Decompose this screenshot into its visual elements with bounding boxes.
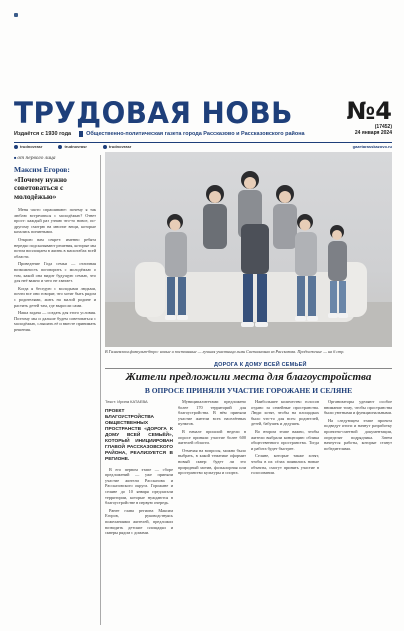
left-paragraph: Наша задача — создать для этого условия. Поэтому мы и дальше будем советоваться с молодёжью, слышать её и вместе принимать решения. bbox=[14, 310, 96, 332]
vk-icon bbox=[14, 145, 18, 149]
vk-icon bbox=[14, 13, 18, 17]
article-paragraph: Селяне, которые также хотят, чтобы в их сёлах появились новые объекты, смогут принять участие в голосовании. bbox=[251, 453, 319, 476]
family-photo-illustration bbox=[105, 152, 392, 347]
article-paragraph: На следующем этапе проекта подведут итоги и начнут разработку проектно-сметной документации, определят подрядчика. Затем начнутся работы, которые станут победителями. bbox=[324, 417, 392, 451]
article-subheadline: В ОПРОСЕ ПРИНЯЛИ УЧАСТИЕ ГОРОЖАНЕ И СЕЛЯНЕ bbox=[144, 386, 353, 395]
family-photo bbox=[105, 152, 392, 347]
left-body bbox=[14, 207, 96, 332]
ok-icon bbox=[103, 145, 107, 149]
lead-title: Максим Егоров: bbox=[14, 165, 70, 174]
lead-subtitle: «Почему нужно советоваться с молодёжью» bbox=[14, 174, 67, 201]
article-column-3 bbox=[251, 399, 319, 627]
article-paragraph: Ранее глава региона Максим Егоров, руководствуясь пожеланиями жителей, предложил возводить детские площадки и скверы рядом с домами. bbox=[105, 507, 173, 536]
social-ok[interactable]: trudnovrasr bbox=[103, 144, 131, 149]
top-strip-left bbox=[14, 13, 20, 18]
article-paragraph: В начале прошлой недели в опросе приняли участие более 600 жителей области. bbox=[178, 428, 246, 446]
article-column-1 bbox=[105, 399, 173, 627]
article-column-2 bbox=[178, 399, 246, 627]
article-paragraph: Муниципалитетами предложено более 170 территорий для благоустройства. В нём приняли участие жители всех населённых пунктов. bbox=[178, 399, 246, 427]
left-column bbox=[14, 155, 96, 625]
article-paragraph: В его первом этапе — сборе предложений — уже приняли участие жители Рассказова и Рассказовского округа. Горожане и селяне до 10 января предлагали территории, которые нуждаются в благоустройстве в первую очередь. bbox=[105, 466, 173, 506]
site-link[interactable]: gazetarasskazovo.ru bbox=[352, 144, 392, 149]
top-strip bbox=[14, 12, 392, 18]
founded-since: Издаётся с 1930 года bbox=[14, 131, 72, 137]
issue-number: №4 bbox=[346, 97, 392, 125]
article-byline: Текст: Ирина КАТАЕВА bbox=[105, 399, 148, 404]
issue-total: (17452) bbox=[374, 124, 392, 130]
article-intro: ПРОЕКТ БЛАГОУСТРОЙСТВА ОБЩЕСТВЕННЫХ ПРОСТРАНСТВ «ДОРОГА К ДОМУ ВСЕЙ СЕМЬЁЙ», КОТОРЫЙ ИНИЦИИРОВАН ГЛАВОЙ РАССКАЗОВСКОГО РАЙОНА, РЕАЛИЗУЕТСЯ В РЕГИОНЕ. bbox=[105, 408, 173, 462]
article-headline: Жители предложили места для благоустройства bbox=[125, 371, 372, 383]
rubric: ■ от первого лица bbox=[14, 155, 96, 161]
article-paragraph: Отмечая на вопросы, можно было выбрать, в какой тематике оформит новый сквер: будет ли это природный мотив, фольклорная или пространство культуры и спорта. bbox=[178, 447, 246, 476]
headline-rule bbox=[105, 368, 392, 369]
article-kicker: ДОРОГА К ДОМУ ВСЕЙ СЕМЬЕЙ bbox=[214, 362, 307, 368]
newspaper-title: ТРУДОВАЯ НОВЬ bbox=[14, 96, 293, 130]
left-paragraph: Проведение Года семьи — отличная возможность поговорить с молодёжью о том, какой она видит будущую семью, что для неё важно и чего не хватает. bbox=[14, 261, 96, 284]
article-paragraph: Во втором этапе важно, чтобы жители выбрали концепцию облика общественного пространства. Тогда и работа будет быстрее. bbox=[251, 428, 319, 451]
article-columns bbox=[105, 399, 392, 627]
social-vk[interactable]: trudnovrasr bbox=[14, 144, 42, 149]
left-paragraph: Когда я беседую с молодыми людьми, почти все они говорят, что хотят быть рядом с родителями, жить на малой родине и растить детей там, где выросли сами. bbox=[14, 285, 96, 308]
article-paragraph: Организаторы уделяют особое внимание тому, чтобы пространства были уютными и функциональными. bbox=[324, 399, 392, 416]
social-telegram[interactable]: trudnovrasr bbox=[58, 144, 86, 149]
issue-date: 24 января 2024 bbox=[354, 130, 392, 136]
left-paragraph: Открою вам секрет: именно ребята нередко подсказывают решения, которые мы потом воплощаем в жизнь в масштабах всей области. bbox=[14, 236, 96, 259]
masthead bbox=[14, 97, 340, 133]
telegram-icon bbox=[58, 145, 62, 149]
article-paragraph: Наибольшее количество голосов отдано за семейные пространства. Люди хотят, чтобы на площадках было что-то для всех: родителей, детей, бабушек и дедушек. bbox=[251, 399, 319, 427]
article-column-4 bbox=[324, 399, 392, 627]
social-links bbox=[14, 142, 392, 149]
photo-caption: В Галяевском физкульт-бюро: новые и постоянные — лучшая участница гимн Светлановна из Рассказова. Продолжение — на 6 стр. bbox=[105, 349, 345, 354]
column-separator bbox=[100, 155, 101, 625]
newspaper-description: Общественно-политическая газета города Рассказово и Рассказовского района bbox=[79, 131, 305, 137]
masthead-subline bbox=[14, 130, 314, 138]
left-paragraph: Меня часто спрашивают: почему я так люблю встречаться с молодёжью? Ответ прост: каждый раз узнаю что-то новое, по-другому смотрю на многие вещи, которые казались понятными. bbox=[14, 207, 96, 235]
issue-info bbox=[344, 98, 392, 142]
